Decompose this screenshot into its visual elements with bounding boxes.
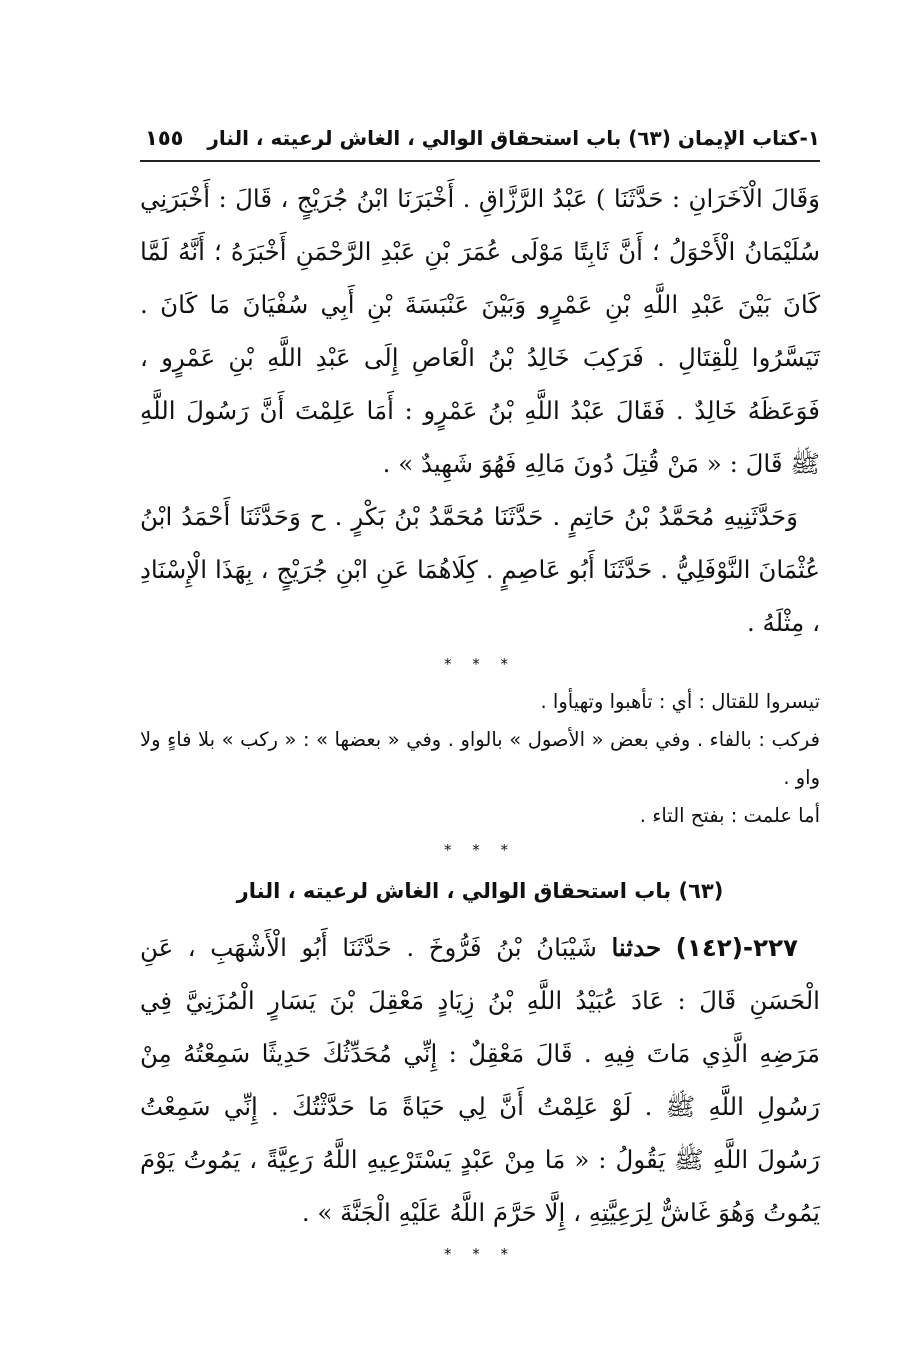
hadith-paragraph bbox=[140, 921, 820, 1239]
hadith-text: شَيْبَانُ بْنُ فَرُّوخَ . حَدَّثَنَا أَبُو الْأَشْهَبِ ، عَنِ الْحَسَنِ قَالَ : عَادَ عُبَيْدُ اللَّهِ بْنُ زِيَادٍ مَعْقِلَ بْنَ يَسَارٍ الْمُزَنِيَّ فِي مَرَضِهِ الَّذِي مَاتَ فِيهِ . قَالَ مَعْقِلٌ : إِنِّي مُحَدِّثُكَ حَدِيثًا سَمِعْتُهُ مِنْ رَسُولِ اللَّهِ ﷺ . لَوْ عَلِمْتُ أَنَّ لِي حَيَاةً مَا حَدَّثْتُكَ . إِنِّي سَمِعْتُ رَسُولَ اللَّهِ ﷺ يَقُولُ : « مَا مِنْ عَبْدٍ يَسْتَرْعِيهِ اللَّهُ رَعِيَّةً ، يَمُوتُ يَوْمَ يَمُوتُ وَهُوَ غَاشٌّ لِرَعِيَّتِهِ ، إِلَّا حَرَّمَ اللَّهُ عَلَيْهِ الْجَنَّةَ » . bbox=[140, 933, 820, 1227]
main-text bbox=[140, 172, 820, 1273]
commentary-note: تيسروا للقتال : أي : تأهبوا وتهيأوا . bbox=[540, 690, 820, 713]
hadith-paragraph: وَحَدَّثَنِيهِ مُحَمَّدُ بْنُ حَاتِمٍ . حَدَّثَنَا مُحَمَّدُ بْنُ بَكْرٍ . ح وَحَدَّثَنَا أَحْمَدُ ابْنُ عُثْمَانَ النَّوْفَلِيُّ . حَدَّثَنَا أَبُو عَاصِمٍ . كِلَاهُمَا عَنِ ابْنِ جُرَيْجٍ ، بِهَذَا الْإِسْنَادِ ، مِثْلَهُ . bbox=[140, 502, 820, 637]
chapter-heading: (٦٣) باب استحقاق الوالي ، الغاش لرعيته ، النار bbox=[236, 879, 724, 903]
hadith-paragraph: وَقَالَ الْآخَرَانِ : حَدَّثَنَا ) عَبْدُ الرَّزَّاقِ . أَخْبَرَنَا ابْنُ جُرَيْجٍ ، قَالَ : أَخْبَرَنِي سُلَيْمَانُ الْأَحْوَلُ ؛ أَنَّ ثَابِتًا مَوْلَى عُمَرَ بْنِ عَبْدِ الرَّحْمَنِ أَخْبَرَهُ ؛ أَنَّهُ لَمَّا كَانَ بَيْنَ عَبْدِ اللَّهِ بْنِ عَمْرٍو وَبَيْنَ عَنْبَسَةَ بْنِ أَبِي سُفْيَانَ مَا كَانَ . تَيَسَّرُوا لِلْقِتَالِ . فَرَكِبَ خَالِدُ بْنُ الْعَاصِ إِلَى عَبْدِ اللَّهِ بْنِ عَمْرٍو ، فَوَعَظَهُ خَالِدٌ . فَقَالَ عَبْدُ اللَّهِ بْنُ عَمْرٍو : أَمَا عَلِمْتَ أَنَّ رَسُولَ اللَّهِ ﷺ قَالَ : « مَنْ قُتِلَ دُونَ مَالِهِ فَهُوَ شَهِيدٌ » . bbox=[140, 184, 820, 478]
running-header bbox=[140, 120, 820, 162]
running-header-title: ١-كتاب الإيمان (٦٣) باب استحقاق الوالي ، الغاش لرعيته ، النار bbox=[207, 126, 820, 150]
book-page bbox=[140, 110, 820, 1263]
commentary-note: أما علمت : بفتح التاء . bbox=[639, 804, 820, 827]
commentary-note: فركب : بالفاء . وفي بعض « الأصول » بالواو . وفي « بعضها » : « ركب » بلا فاءٍ ولا واو . bbox=[140, 728, 820, 789]
commentary-notes bbox=[140, 683, 820, 835]
section-separator: * * * bbox=[443, 841, 517, 859]
section-separator: * * * bbox=[443, 655, 517, 673]
hadith-lead-word: حدثنا bbox=[611, 933, 662, 962]
section-separator: * * * bbox=[443, 1245, 517, 1263]
page-number: ١٥٥ bbox=[145, 126, 184, 150]
hadith-number: ٢٢٧-(١٤٢) bbox=[675, 933, 798, 962]
